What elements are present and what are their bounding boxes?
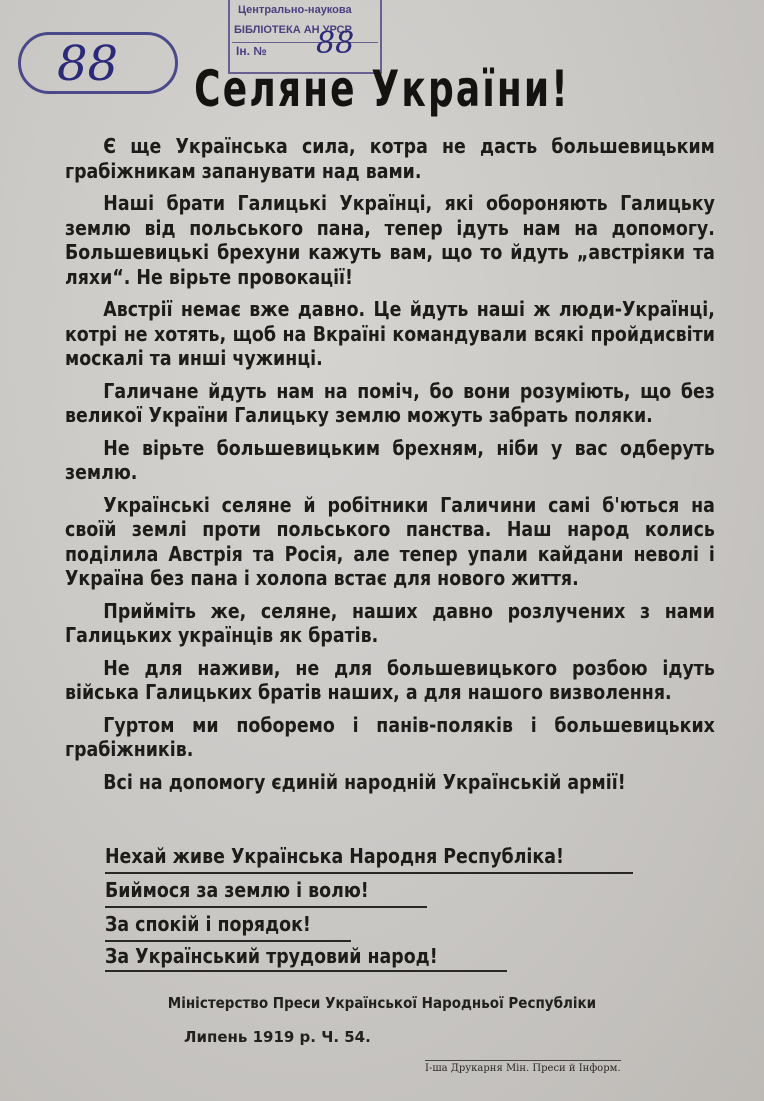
paragraph: Наші брати Галицькі Українці, які обороняють Галицьку землю від польського пана, тепер ідуть нам на допомогу. Большевицькі брехуни кажуть вам, що то йдуть „австріяки та ляхи“. Не вірьте провокації! bbox=[65, 191, 715, 289]
slogan-underline bbox=[105, 970, 507, 972]
date-issue-line: Липень 1919 р. Ч. 54. bbox=[184, 1028, 371, 1046]
slogan-underline bbox=[105, 872, 633, 874]
paragraph: Не вірьте большевицьким брехням, ніби у вас одберуть землю. bbox=[65, 435, 715, 484]
paragraph: Гуртом ми поборемо і панів-поляків і большевицьких грабіжників. bbox=[65, 712, 715, 761]
paragraph: Українські селяне й робітники Галичини самі б'ються на своїй землі проти польського панства. Наш народ колись поділила Австрія та Росія, але тепер упали кайдани неволі і Україна без пана і холопа встає для нового життя. bbox=[65, 492, 715, 590]
paragraph: Є ще Українська сила, котра не дасть большевицьким грабіжникам запанувати над вами. bbox=[65, 134, 715, 183]
library-stamp-line1: Центрально-наукова bbox=[238, 4, 352, 16]
slogan-underline bbox=[105, 940, 351, 942]
slogan: Нехай живе Українська Народня Республіка! bbox=[105, 844, 564, 868]
slogan: За Український трудовий народ! bbox=[105, 944, 438, 968]
library-stamp-divider bbox=[232, 42, 378, 43]
paragraph: Прийміть же, селяне, наших давно розлучених з нами Галицьких українців як братів. bbox=[65, 598, 715, 647]
paragraph: Не для наживи, не для большевицького розбою ідуть війська Галицьких братів наших, а для нашого визволення. bbox=[65, 655, 715, 704]
library-stamp-inv-number: 88 bbox=[316, 26, 355, 61]
slogan: За спокій і порядок! bbox=[105, 912, 311, 936]
publisher-name: Міністерство Преси Української Народньої Республіки bbox=[167, 994, 597, 1012]
paragraph: Всі на допомогу єдиній народній Українській армії! bbox=[103, 769, 626, 794]
leaflet-title: Селяне України! bbox=[194, 60, 570, 118]
paragraph: Галичане йдуть нам на поміч, бо вони розуміють, що без великої України Галицьку землю можуть забрать поляки. bbox=[65, 378, 715, 427]
slogan: Биймося за землю і волю! bbox=[105, 878, 369, 902]
leaflet-body bbox=[65, 134, 715, 796]
printer-imprint: І-ша Друкарня Мін. Преси й Інформ. bbox=[425, 1060, 621, 1074]
library-stamp-inv-label: Ін. № bbox=[236, 44, 267, 58]
library-stamp-line2: БІБЛІОТЕКА АН УРСР bbox=[234, 24, 352, 36]
paragraph: Австрії немає вже давно. Це йдуть наші ж люди-Українці, котрі не хотять, щоб на Вкраїні командували всякі пройдисвіти москалі та инші чужинці. bbox=[65, 297, 715, 370]
publisher-line bbox=[0, 994, 764, 1012]
inventory-number: 88 bbox=[57, 36, 119, 92]
slogan-underline bbox=[105, 906, 427, 908]
